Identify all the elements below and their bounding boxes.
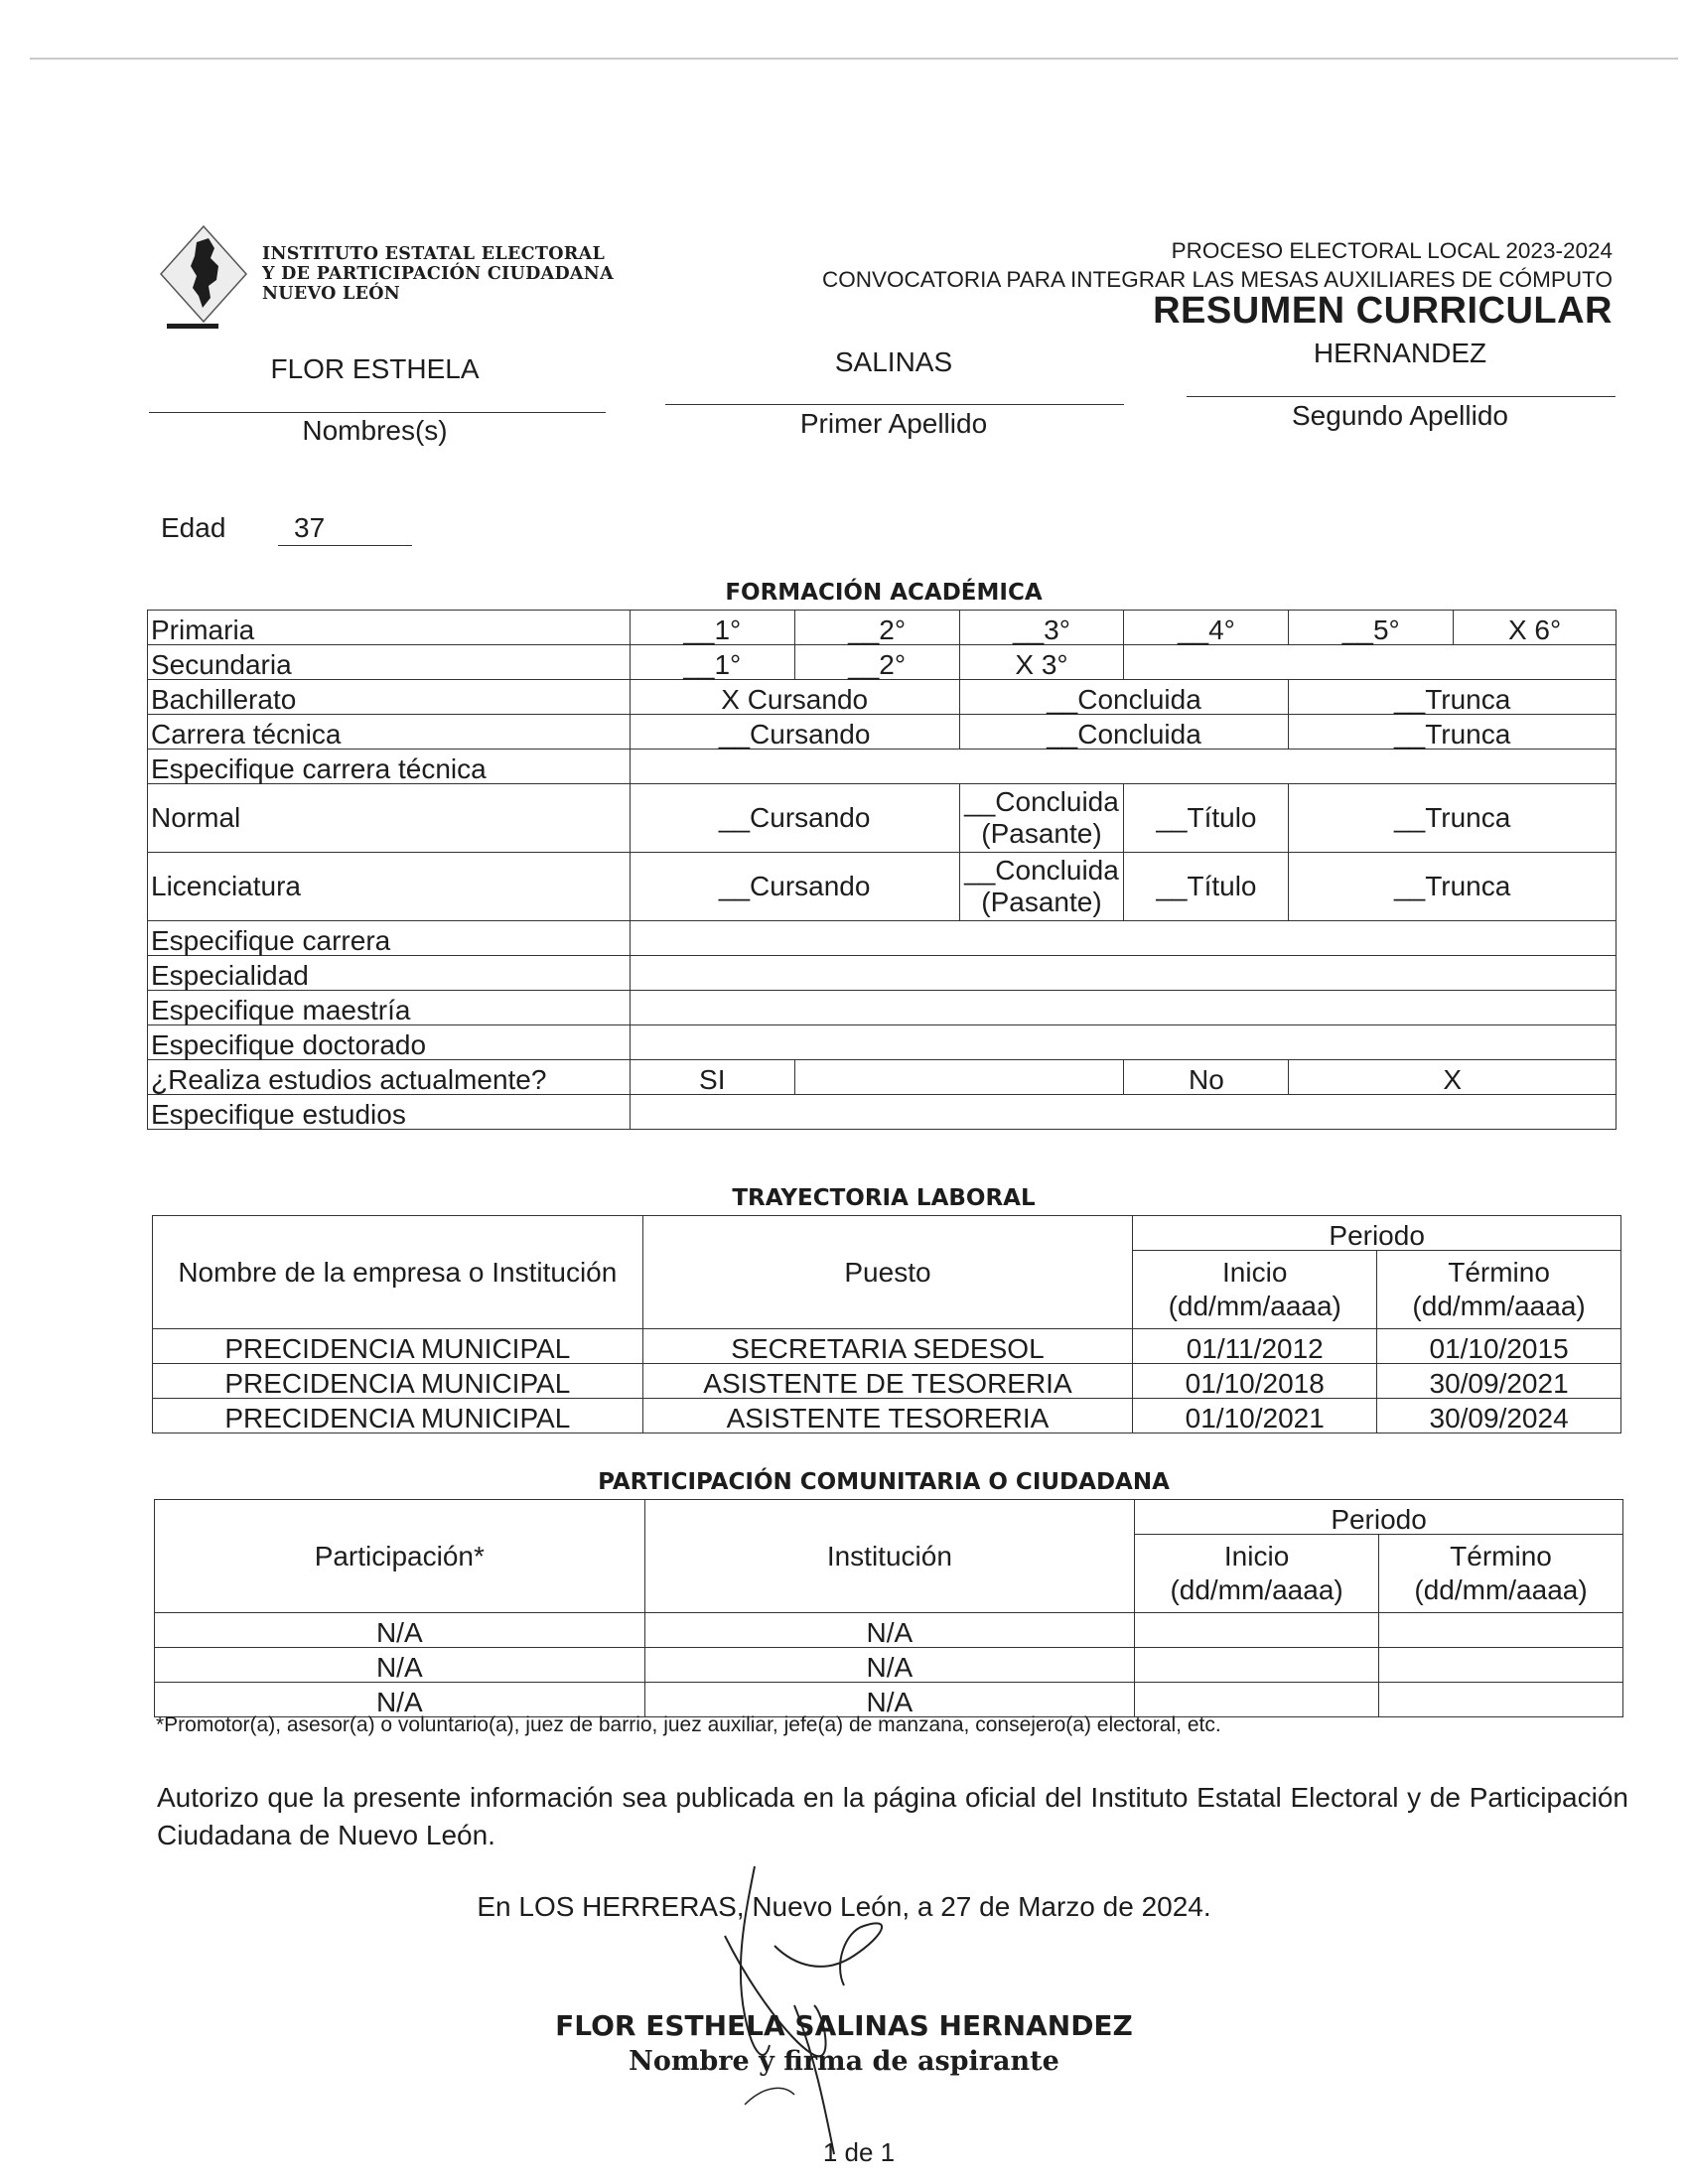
licenciatura-label: Licenciatura (148, 853, 631, 921)
table-row (153, 1364, 1621, 1399)
primaria-grade-1: __1° (630, 611, 794, 645)
table-row (148, 784, 1617, 853)
col-period: Periodo (1135, 1500, 1623, 1535)
table-header-row (155, 1500, 1623, 1535)
academic-section-title: FORMACIÓN ACADÉMICA (725, 580, 1043, 606)
work-end: 30/09/2024 (1377, 1399, 1621, 1433)
community-participation: N/A (155, 1683, 645, 1717)
table-row (148, 921, 1617, 956)
table-row (153, 1329, 1621, 1364)
work-end: 01/10/2015 (1377, 1329, 1621, 1364)
last-name1-label: Primer Apellido (799, 408, 988, 439)
primaria-grade-2: __2° (794, 611, 959, 645)
table-row (148, 680, 1617, 715)
page-number: 1 de 1 (822, 2137, 896, 2167)
actual-studies-label: ¿Realiza estudios actualmente? (148, 1060, 631, 1095)
actual-si-mark (794, 1060, 1124, 1095)
first-name-value: FLOR ESTHELA (270, 353, 480, 384)
esp-estudios-label: Especifique estudios (148, 1095, 631, 1130)
col-end: Término (dd/mm/aaaa) (1379, 1535, 1623, 1613)
community-institution: N/A (644, 1613, 1135, 1648)
table-row (148, 991, 1617, 1025)
especialidad-label: Especialidad (148, 956, 631, 991)
esp-tecnica-value (630, 750, 1616, 784)
secundaria-grade-3: X 3° (959, 645, 1124, 680)
table-row (148, 645, 1617, 680)
col-start: Inicio (dd/mm/aaaa) (1135, 1535, 1379, 1613)
primaria-grade-4: __4° (1124, 611, 1289, 645)
work-position: SECRETARIA SEDESOL (642, 1329, 1133, 1364)
last-name1-value: SALINAS (834, 346, 953, 377)
authorization-text: Autorizo que la presente información sea publicada en la página oficial del Instituto Estatal Electoral y de Participación Ciudadana de Nuevo León. (157, 1782, 1628, 1850)
last-name2-label: Segundo Apellido (1292, 400, 1508, 431)
especialidad-value (630, 956, 1616, 991)
work-start: 01/11/2012 (1133, 1329, 1377, 1364)
doctorado-value (630, 1025, 1616, 1060)
table-row (148, 956, 1617, 991)
table-row (155, 1683, 1623, 1717)
work-company: PRECIDENCIA MUNICIPAL (153, 1399, 643, 1433)
age-label: Edad (161, 512, 226, 543)
tecnica-opt-cursando: __Cursando (630, 715, 959, 750)
secundaria-label: Secundaria (148, 645, 631, 680)
community-start (1135, 1683, 1379, 1717)
actual-no-mark: X (1289, 1060, 1617, 1095)
esp-carrera-value (630, 921, 1616, 956)
community-participation: N/A (155, 1648, 645, 1683)
normal-opt-concluida: __Concluida (Pasante) (959, 784, 1124, 853)
licenciatura-opt-cursando: __Cursando (630, 853, 959, 921)
community-participation: N/A (155, 1613, 645, 1648)
work-company: PRECIDENCIA MUNICIPAL (153, 1329, 643, 1364)
col-participation: Participación* (155, 1500, 645, 1613)
community-institution: N/A (644, 1648, 1135, 1683)
work-end: 30/09/2021 (1377, 1364, 1621, 1399)
bachillerato-opt-concluida: __Concluida (959, 680, 1289, 715)
col-end: Término (dd/mm/aaaa) (1377, 1251, 1621, 1329)
primaria-label: Primaria (148, 611, 631, 645)
table-row (148, 611, 1617, 645)
work-start: 01/10/2018 (1133, 1364, 1377, 1399)
institute-line: NUEVO LEÓN (262, 284, 401, 304)
secundaria-empty (1124, 645, 1617, 680)
bachillerato-label: Bachillerato (148, 680, 631, 715)
institute-logo (159, 224, 248, 334)
table-row (155, 1613, 1623, 1648)
table-row (153, 1399, 1621, 1433)
tecnica-opt-concluida: __Concluida (959, 715, 1289, 750)
participation-footnote: *Promotor(a), asesor(a) o voluntario(a), juez de barrio, juez auxiliar, jefe(a) de manzana, consejero(a) electoral, etc. (156, 1713, 1221, 1736)
maestria-label: Especifique maestría (148, 991, 631, 1025)
call-title: CONVOCATORIA PARA INTEGRAR LAS MESAS AUXILIARES DE CÓMPUTO (821, 267, 1613, 292)
col-period: Periodo (1133, 1216, 1621, 1251)
process-title: PROCESO ELECTORAL LOCAL 2023-2024 (1171, 238, 1613, 263)
secundaria-grade-2: __2° (794, 645, 959, 680)
licenciatura-opt-titulo: __Título (1124, 853, 1289, 921)
work-position: ASISTENTE TESORERIA (642, 1399, 1133, 1433)
table-row (148, 1095, 1617, 1130)
col-start: Inicio (dd/mm/aaaa) (1133, 1251, 1377, 1329)
first-name-line (149, 412, 606, 413)
signer-name: FLOR ESTHELA SALINAS HERNANDEZ (555, 2009, 1133, 2042)
table-row (148, 1025, 1617, 1060)
document-title: RESUMEN CURRICULAR (1153, 290, 1613, 332)
normal-opt-trunca: __Trunca (1289, 784, 1617, 853)
last-name2-line (1187, 396, 1616, 397)
primaria-grade-5: __5° (1289, 611, 1454, 645)
normal-opt-cursando: __Cursando (630, 784, 959, 853)
table-row (148, 715, 1617, 750)
table-row (148, 853, 1617, 921)
doctorado-label: Especifique doctorado (148, 1025, 631, 1060)
esp-tecnica-label: Especifique carrera técnica (148, 750, 631, 784)
bachillerato-opt-cursando: X Cursando (630, 680, 959, 715)
place-date: En LOS HERRERAS, Nuevo León, a 27 de Marzo de 2024. (477, 1891, 1211, 1922)
table-row (155, 1648, 1623, 1683)
table-row (148, 1060, 1617, 1095)
col-institution: Institución (644, 1500, 1135, 1613)
table-header-row (153, 1216, 1621, 1251)
table-row (148, 750, 1617, 784)
community-end (1379, 1683, 1623, 1717)
institute-line: INSTITUTO ESTATAL ELECTORAL (262, 244, 606, 264)
academic-table (147, 610, 1617, 1130)
first-name-label: Nombres(s) (302, 415, 448, 446)
esp-carrera-label: Especifique carrera (148, 921, 631, 956)
tecnica-label: Carrera técnica (148, 715, 631, 750)
signature-label: Nombre y firma de aspirante (629, 2046, 1059, 2077)
normal-opt-titulo: __Título (1124, 784, 1289, 853)
community-table (154, 1499, 1623, 1717)
col-company: Nombre de la empresa o Institución (153, 1216, 643, 1329)
last-name2-value: HERNANDEZ (1313, 338, 1487, 368)
age-value: 37 (278, 512, 412, 546)
tecnica-opt-trunca: __Trunca (1289, 715, 1617, 750)
licenciatura-opt-concluida: __Concluida (Pasante) (959, 853, 1124, 921)
actual-no-label: No (1124, 1060, 1289, 1095)
secundaria-grade-1: __1° (630, 645, 794, 680)
primaria-grade-3: __3° (959, 611, 1124, 645)
last-name1-line (665, 404, 1124, 405)
normal-label: Normal (148, 784, 631, 853)
work-table (152, 1215, 1621, 1433)
scan-top-line (30, 58, 1678, 60)
work-company: PRECIDENCIA MUNICIPAL (153, 1364, 643, 1399)
esp-estudios-value (630, 1095, 1616, 1130)
community-institution: N/A (644, 1683, 1135, 1717)
work-position: ASISTENTE DE TESORERIA (642, 1364, 1133, 1399)
community-end (1379, 1613, 1623, 1648)
community-end (1379, 1648, 1623, 1683)
work-start: 01/10/2021 (1133, 1399, 1377, 1433)
col-position: Puesto (642, 1216, 1133, 1329)
community-start (1135, 1613, 1379, 1648)
institute-line: Y DE PARTICIPACIÓN CIUDADANA (262, 264, 614, 284)
work-section-title: TRAYECTORIA LABORAL (732, 1185, 1036, 1211)
community-start (1135, 1648, 1379, 1683)
actual-si-label: SI (630, 1060, 794, 1095)
maestria-value (630, 991, 1616, 1025)
institute-name (262, 244, 614, 304)
primaria-grade-6: X 6° (1454, 611, 1617, 645)
bachillerato-opt-trunca: __Trunca (1289, 680, 1617, 715)
licenciatura-opt-trunca: __Trunca (1289, 853, 1617, 921)
community-section-title: PARTICIPACIÓN COMUNITARIA O CIUDADANA (598, 1469, 1170, 1495)
